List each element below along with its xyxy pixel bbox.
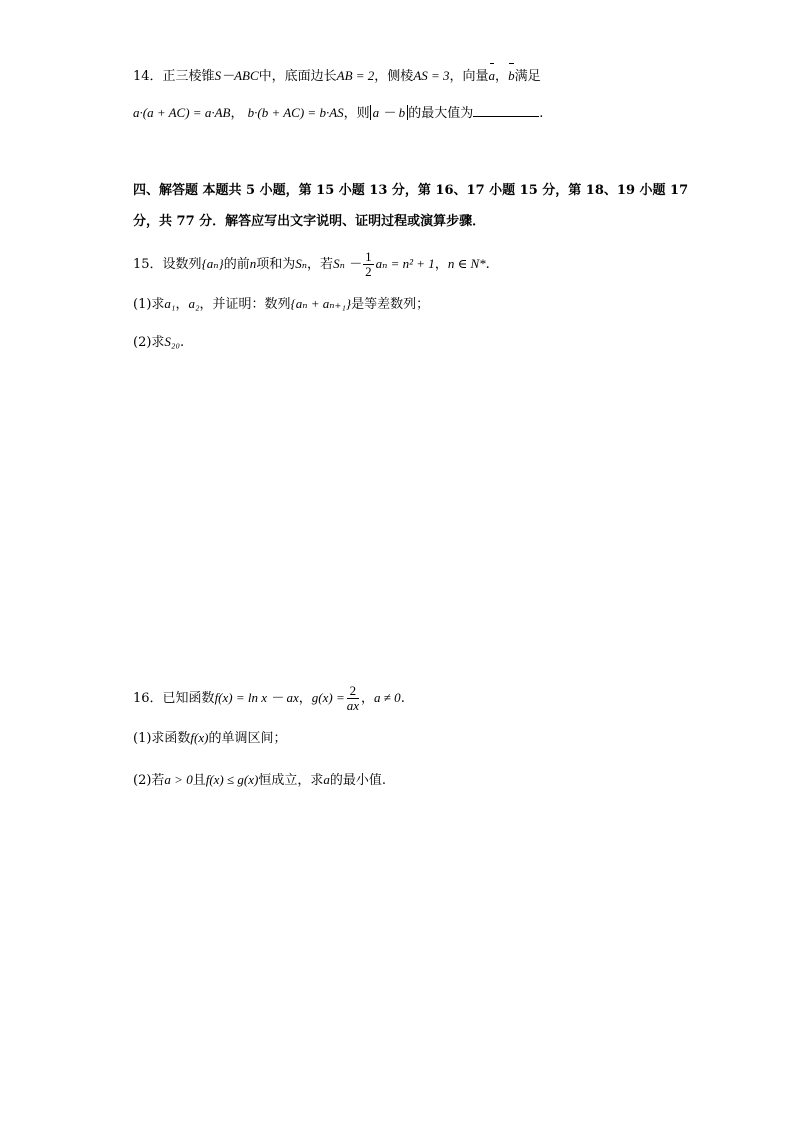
q15-stem: 15．设数列{aₙ}的前n项和为Sₙ，若Sₙ － $\frac{1}{2}$ aₙ = n² + 1，n ∈ N*. [133,249,490,279]
q15-number: 15． [133,257,163,272]
q16-stem: 16．已知函数f(x) = ln x － ax，g(x) = $\frac{2}{ax}$ ，a ≠ 0. [133,683,405,713]
partial-sum: Sₙ [295,256,308,271]
g-fraction: $\frac{2}{ax}$ [346,683,360,713]
vector-a: a [489,66,496,86]
section4-line1: 四、解答题 本题共 5 小题，第 15 小题 13 分，第 16、17 小题 15 分，第 18、19 小题 17 [133,183,689,198]
fraction-half: $\frac{1}{2}$ [365,249,372,279]
section4-line2: 分，共 77 分．解答应写出文字说明、证明过程或演算步骤． [133,214,486,229]
answer-blank[interactable] [473,104,539,117]
as-length: AS = 3 [413,68,450,83]
q14-number: 14． [133,69,163,84]
q14-line2: a·(a + AC) = a·AB， b·(b + AC) = b·AS，则 a － b 的最大值为 . [133,105,544,121]
condition-2: b·(b + AC) = b·AS [247,105,344,120]
q14-line1: 14．正三棱锥S－ABC中，底面边长AB = 2，侧棱AS = 3，向量a，b满足 [133,68,541,84]
f-definition: f(x) = ln x － ax [214,690,299,705]
q16-part2: (2)若a > 0且f(x) ≤ g(x)恒成立，求a的最小值. [133,772,386,788]
n-condition: n ∈ N* [447,256,486,271]
abs-a-minus-b: a － b [370,105,409,120]
q15-part1: (1)求a₁，a₂，并证明：数列{aₙ + aₙ₊₁}是等差数列； [133,296,430,312]
condition-1: a·(a + AC) = a·AB [133,105,231,120]
ab-length: AB = 2 [336,68,375,83]
q16-part1: (1)求函数f(x)的单调区间； [133,730,287,746]
pyramid-name: S－ABC [214,68,259,83]
q16-number: 16． [133,691,163,706]
q15-part2: (2)求S₂₀. [133,334,185,350]
vector-b: b [508,66,515,86]
sequence: {aₙ} [201,256,224,271]
